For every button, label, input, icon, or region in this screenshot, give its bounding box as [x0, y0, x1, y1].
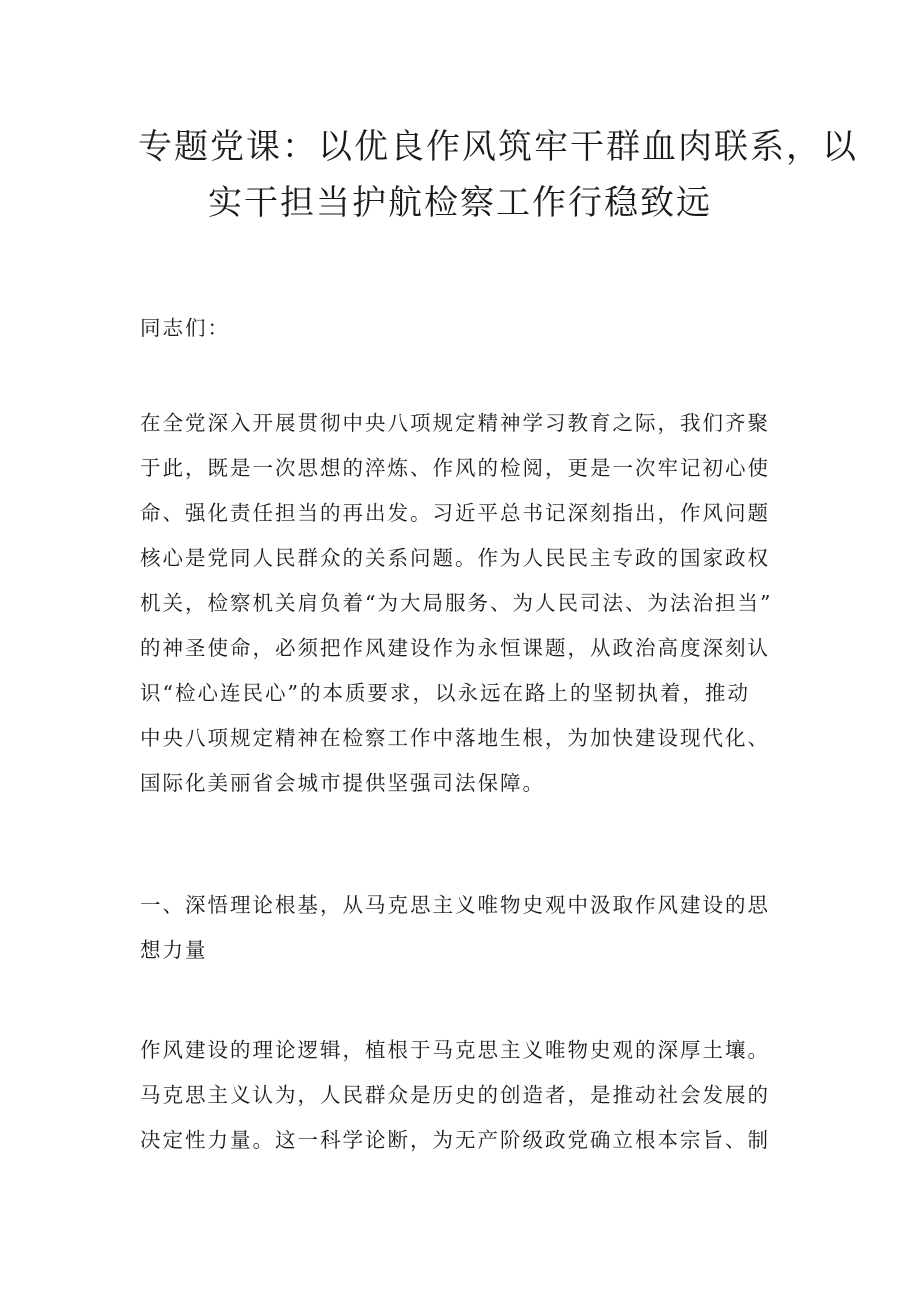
intro-line: 机关，检察机关肩负着“为大局服务、为人民司法、为法治担当” [140, 591, 773, 615]
salutation: 同志们： [140, 316, 230, 340]
intro-line: 识“检心连民心”的本质要求，以永远在路上的坚韧执着，推动 [140, 681, 750, 705]
document-title-line-2: 实干担当护航检察工作行稳致远 [208, 183, 712, 223]
section-1-line: 决定性力量。这一科学论断，为无产阶级政党确立根本宗旨、制 [140, 1128, 770, 1152]
section-1-line: 马克思主义认为，人民群众是历史的创造者，是推动社会发展的 [140, 1083, 770, 1107]
intro-line: 在全党深入开展贯彻中央八项规定精神学习教育之际，我们齐聚 [140, 411, 770, 435]
section-1-heading-line-2: 想力量 [140, 938, 208, 962]
intro-line: 中央八项规定精神在检察工作中落地生根，为加快建设现代化、 [140, 726, 770, 750]
intro-line: 的神圣使命，必须把作风建设作为永恒课题，从政治高度深刻认 [140, 636, 770, 660]
intro-line: 核心是党同人民群众的关系问题。作为人民民主专政的国家政权 [140, 546, 770, 570]
intro-line: 命、强化责任担当的再出发。习近平总书记深刻指出，作风问题 [140, 501, 770, 525]
section-1-heading-line-1: 一、深悟理论根基，从马克思主义唯物史观中汲取作风建设的思 [140, 893, 770, 917]
section-1-line: 作风建设的理论逻辑，植根于马克思主义唯物史观的深厚土壤。 [140, 1038, 770, 1062]
document-title-line-1: 专题党课：以优良作风筑牢干群血肉联系，以 [138, 127, 858, 167]
intro-line: 国际化美丽省会城市提供坚强司法保障。 [140, 771, 545, 795]
intro-line: 于此，既是一次思想的淬炼、作风的检阅，更是一次牢记初心使 [140, 456, 770, 480]
